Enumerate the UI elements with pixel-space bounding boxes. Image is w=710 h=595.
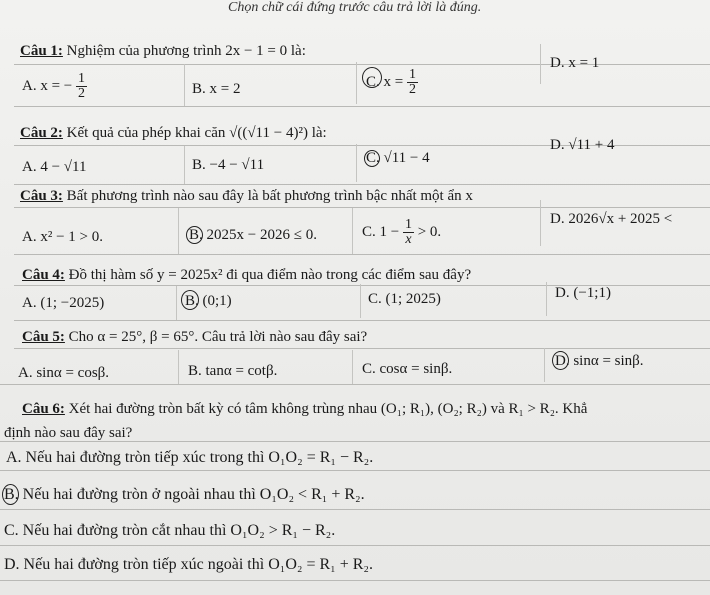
q4-option-d[interactable]: D. (−1;1) xyxy=(555,285,611,301)
question-3-text: Bất phương trình nào sau đây là bất phương trình bậc nhất một ẩn x xyxy=(66,188,473,204)
question-2-title: Câu 2: xyxy=(20,125,63,141)
q1-option-a[interactable]: A. x = − $\frac{1}{2}$ xyxy=(22,71,86,101)
q1-option-d[interactable]: D. x = 1 xyxy=(550,55,600,71)
question-2 xyxy=(20,124,327,142)
question-6-text: Xét hai đường tròn bất kỳ có tâm không trùng nhau (O₁; R₁), (O₂; R₂) và R₁ > R₂. Khẳ xyxy=(68,401,588,417)
question-1-text: Nghiệm của phương trình 2x − 1 = 0 là: xyxy=(66,43,306,59)
question-6-title: Câu 6: xyxy=(22,401,65,417)
q3-option-d[interactable]: D. 2026√x + 2025 < xyxy=(550,211,673,227)
question-1 xyxy=(20,42,306,60)
q1-c-fraction: $\frac{1}{2}$ xyxy=(408,67,416,97)
q5-option-b[interactable]: B. tanα = cotβ. xyxy=(188,363,278,379)
q1-option-b[interactable]: B. x = 2 xyxy=(192,81,241,97)
q4-option-a[interactable]: A. (1; −2025) xyxy=(22,295,105,311)
question-6 xyxy=(22,400,587,418)
q2-option-a[interactable]: A. 4 − √11 xyxy=(22,159,87,175)
q5-option-d[interactable]: D. sinα = sinβ. xyxy=(555,353,644,369)
question-4-text: Đồ thị hàm số y = 2025x² đi qua điểm nào trong các điểm sau đây? xyxy=(68,267,472,283)
question-5-text: Cho α = 25°, β = 65°. Câu trả lời nào sau đây sai? xyxy=(68,329,368,345)
q3-c-fraction: $\frac{1}{x}$ xyxy=(404,217,412,247)
q1-option-c[interactable]: C. x = $\frac{1}{2}$ xyxy=(366,67,416,97)
q3-option-b[interactable]: B. 2025x − 2026 ≤ 0. xyxy=(189,227,317,243)
question-3-title: Câu 3: xyxy=(20,188,63,204)
q4-option-c[interactable]: C. (1; 2025) xyxy=(368,291,441,307)
q3-option-c[interactable]: C. 1 − $\frac{1}{x}$ > 0. xyxy=(362,217,442,247)
q2-option-b[interactable]: B. −4 − √11 xyxy=(192,157,265,173)
q2-option-d[interactable]: D. √11 + 4 xyxy=(550,137,615,153)
question-5 xyxy=(22,328,367,346)
question-4-title: Câu 4: xyxy=(22,267,65,283)
question-1-title: Câu 1: xyxy=(20,43,63,59)
question-2-text: Kết quả của phép khai căn √((√11 − 4)²) là: xyxy=(66,125,327,141)
question-3 xyxy=(20,187,473,205)
question-6-text-continued: định nào sau đây sai? xyxy=(4,425,133,441)
q5-option-c[interactable]: C. cosα = sinβ. xyxy=(362,361,453,377)
q1-a-fraction: $\frac{1}{2}$ xyxy=(78,71,86,101)
instruction-header: Chọn chữ cái đứng trước câu trả lời là đúng. xyxy=(228,0,482,15)
q6-option-a[interactable]: A. Nếu hai đường tròn tiếp xúc trong thì O₁O₂ = R₁ − R₂. xyxy=(6,449,374,466)
q6-option-b[interactable]: B. Nếu hai đường tròn ở ngoài nhau thì O₁O₂ < R₁ + R₂. xyxy=(4,486,365,503)
q2-option-c[interactable]: C. √11 − 4 xyxy=(366,150,430,166)
q3-option-a[interactable]: A. x² − 1 > 0. xyxy=(22,229,103,245)
q6-option-d[interactable]: D. Nếu hai đường tròn tiếp xúc ngoài thì O₁O₂ = R₁ + R₂. xyxy=(4,556,374,573)
q5-option-a[interactable]: A. sinα = cosβ. xyxy=(18,365,110,381)
question-4 xyxy=(22,266,471,284)
q4-option-b[interactable]: B. (0;1) xyxy=(185,293,232,309)
q6-option-c[interactable]: C. Nếu hai đường tròn cắt nhau thì O₁O₂ > R₁ − R₂. xyxy=(4,522,336,539)
question-5-title: Câu 5: xyxy=(22,329,65,345)
